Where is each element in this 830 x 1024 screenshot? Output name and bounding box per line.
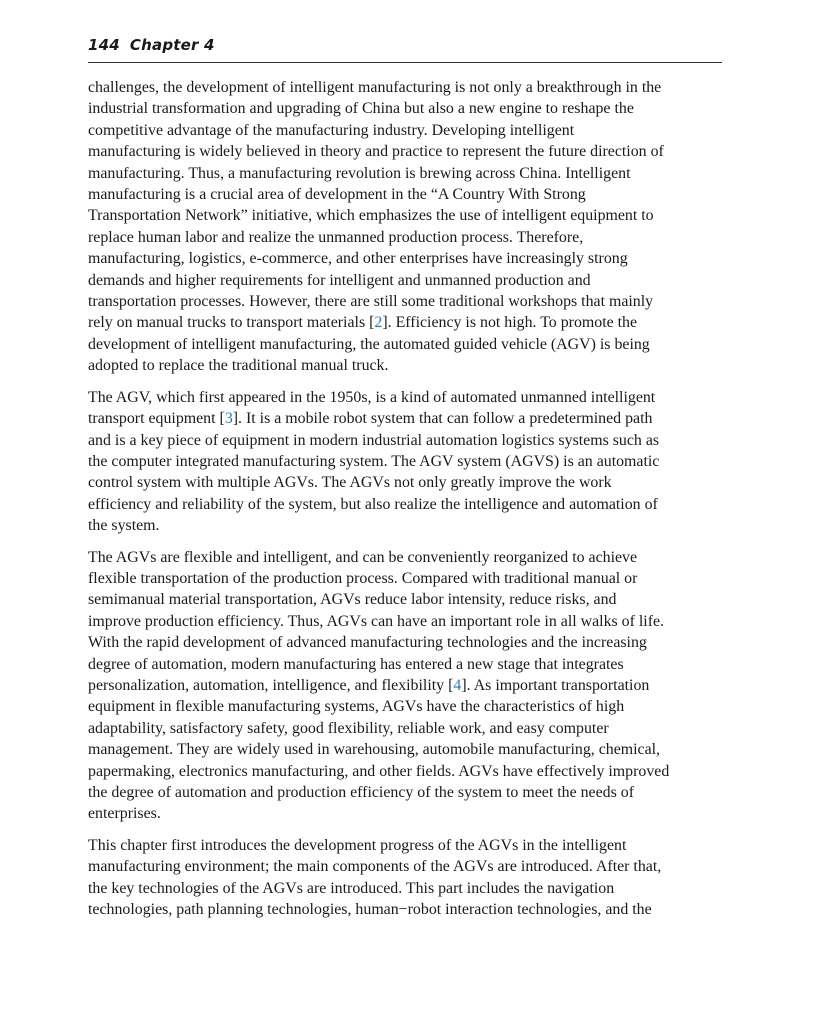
text-line: the key technologies of the AGVs are introduced. This part includes the navigation: [88, 879, 615, 897]
reference-link[interactable]: 4: [453, 676, 462, 694]
text-fragment: transport equipment [: [88, 410, 225, 428]
text-line: competitive advantage of the manufacturing industry. Developing intelligent: [88, 121, 575, 139]
text-line: flexible transportation of the production process. Compared with traditional manual or: [88, 569, 638, 587]
body-text: [88, 77, 722, 930]
text-line: efficiency and reliability of the system, but also realize the intelligence and automation of: [88, 495, 658, 513]
text-line: degree of automation, modern manufacturing has entered a new stage that integrates: [88, 655, 624, 673]
text-line-with-reference: [88, 312, 722, 333]
text-line: management. They are widely used in warehousing, automobile manufacturing, chemical,: [88, 741, 661, 759]
text-line: enterprises.: [88, 805, 161, 823]
text-line-with-reference: [88, 675, 722, 696]
text-line: and is a key piece of equipment in modern industrial automation logistics systems such as: [88, 431, 660, 449]
page-number: 144: [88, 36, 120, 54]
header-rule: [88, 62, 722, 63]
text-line: transportation processes. However, there are still some traditional workshops that mainly: [88, 293, 654, 311]
text-line: the degree of automation and production efficiency of the system to meet the needs of: [88, 784, 634, 801]
text-line: manufacturing is widely believed in theory and practice to represent the future direction of: [88, 143, 664, 161]
text-line: Transportation Network” initiative, which emphasizes the use of intelligent equipment to: [88, 207, 654, 225]
text-line: adopted to replace the traditional manual truck.: [88, 357, 389, 375]
text-line: industrial transformation and upgrading of China but also a new engine to reshape the: [88, 100, 634, 118]
text-fragment: personalization, automation, intelligence, and flexibility [: [88, 676, 454, 694]
text-line: development of intelligent manufacturing, the automated guided vehicle (AGV) is being: [88, 335, 650, 353]
paragraph-2: [88, 387, 722, 537]
text-line: technologies, path planning technologies, human−robot interaction technologies, and the: [88, 901, 652, 919]
text-fragment: rely on manual trucks to transport materials [: [88, 314, 375, 332]
text-line: manufacturing. Thus, a manufacturing revolution is brewing across China. Intelligent: [88, 164, 631, 182]
text-line: improve production efficiency. Thus, AGVs can have an important role in all walks of life.: [88, 612, 665, 630]
paragraph-3: [88, 547, 722, 825]
text-line: the computer integrated manufacturing system. The AGV system (AGVS) is an automatic: [88, 452, 660, 470]
text-line: manufacturing is a crucial area of development in the “A Country With Strong: [88, 186, 586, 204]
text-line: demands and higher requirements for intelligent and unmanned production and: [88, 271, 591, 289]
reference-link[interactable]: 2: [374, 314, 383, 332]
text-line: With the rapid development of advanced manufacturing technologies and the increasing: [88, 634, 647, 652]
text-line: This chapter first introduces the development progress of the AGVs in the intelligent: [88, 836, 627, 854]
text-line: semimanual material transportation, AGVs reduce labor intensity, reduce risks, and: [88, 591, 617, 609]
text-line: challenges, the development of intelligent manufacturing is not only a breakthrough in the: [88, 79, 662, 96]
text-line-with-reference: [88, 408, 722, 429]
text-line: adaptability, satisfactory safety, good flexibility, reliable work, and easy computer: [88, 719, 609, 737]
running-header: [88, 36, 722, 54]
text-fragment: ]. Efficiency is not high. To promote the: [382, 314, 638, 332]
text-line: The AGV, which first appeared in the 1950s, is a kind of automated unmanned intelligent: [88, 388, 656, 406]
text-line: papermaking, electronics manufacturing, and other fields. AGVs have effectively improved: [88, 762, 670, 780]
text-line: equipment in flexible manufacturing systems, AGVs have the characteristics of high: [88, 698, 625, 716]
chapter-label: Chapter 4: [129, 36, 215, 54]
paragraph-4: [88, 835, 722, 921]
text-line: the system.: [88, 517, 160, 535]
reference-link[interactable]: 3: [224, 410, 233, 428]
text-line: control system with multiple AGVs. The AGVs not only greatly improve the work: [88, 474, 612, 492]
text-line: manufacturing, logistics, e-commerce, and other enterprises have increasingly strong: [88, 250, 628, 268]
text-fragment: ]. It is a mobile robot system that can follow a predetermined path: [232, 410, 653, 428]
text-line: The AGVs are flexible and intelligent, and can be conveniently reorganized to achieve: [88, 548, 638, 566]
text-fragment: ]. As important transportation: [461, 676, 650, 694]
text-line: replace human labor and realize the unmanned production process. Therefore,: [88, 228, 584, 246]
text-line: manufacturing environment; the main components of the AGVs are introduced. After that,: [88, 858, 662, 876]
paragraph-1: [88, 77, 722, 377]
